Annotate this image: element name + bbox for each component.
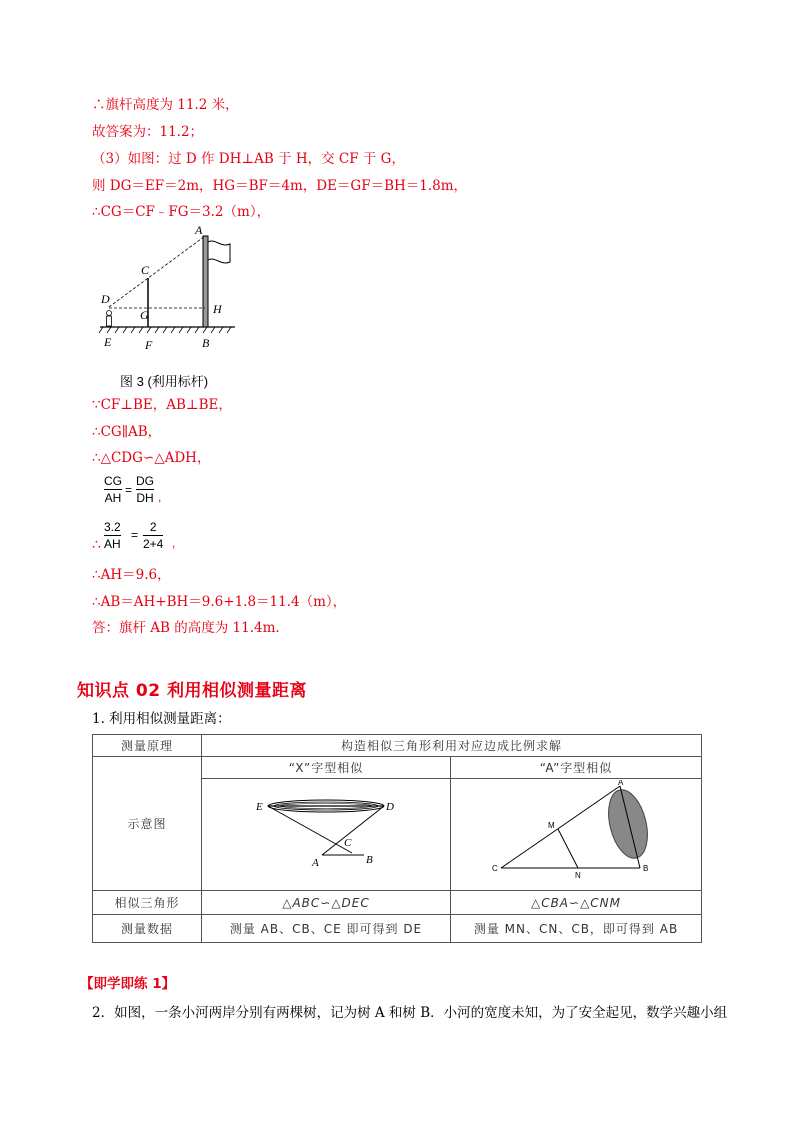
a-label-C: C <box>492 864 499 873</box>
frac2-rhs-num: 2 <box>149 520 157 534</box>
label-D: D <box>101 292 110 306</box>
practice-label: 【即学即练 1】 <box>80 976 176 992</box>
frac1-tail: , <box>158 490 162 504</box>
final-line-2: ∴AB＝AH+BH＝9.6+1.8＝11.4（m）， <box>92 594 347 610</box>
final-line-1: ∴AH＝9.6， <box>92 567 171 583</box>
label-F: F <box>145 338 153 352</box>
frac1-rhs-num: DG <box>136 474 154 488</box>
frac2-rhs-den: 2+4 <box>143 537 164 551</box>
solution-line-4: 则 DG＝EF＝2m，HG＝BF＝4m，DE＝GF＝BH＝1.8m， <box>92 178 468 194</box>
cell-x-data: 测量 AB、CB、CE 即可得到 DE <box>202 915 451 943</box>
frac1-lhs-num: CG <box>104 474 122 488</box>
label-A: A <box>195 223 203 237</box>
frac2-lhs-den: AH <box>104 537 121 551</box>
cell-a-title: “A”字型相似 <box>451 757 702 779</box>
label-H: H <box>213 302 222 316</box>
label-B: B <box>202 336 210 350</box>
cell-x-diagram <box>202 779 451 891</box>
a-shape-diagram <box>476 780 676 886</box>
after-line-2: ∴CG∥AB， <box>92 424 162 440</box>
question-2-text: 2．如图，一条小河两岸分别有两棵树，记为树 A 和树 B．小河的宽度未知，为了安全起见，数学兴趣小组 <box>92 1005 728 1021</box>
frac1-rhs-den: DH <box>136 491 154 505</box>
figure-caption: 图 3 (利用标杆) <box>120 374 209 389</box>
after-line-3: ∴△CDG∽△ADH， <box>92 450 211 466</box>
solution-line-3: （3）如图：过 D 作 DH⊥AB 于 H，交 CF 于 G， <box>92 151 405 167</box>
a-label-B: B <box>643 864 650 873</box>
cell-a-diagram <box>451 779 702 891</box>
label-C: C <box>141 263 150 277</box>
person-icon <box>107 311 112 327</box>
a-label-M: M <box>548 821 556 830</box>
section-title: 知识点 02 利用相似测量距离 <box>77 681 307 701</box>
cell-a-similar: △CBA∽△CNM <box>451 891 702 915</box>
x-label-A: A <box>312 857 320 869</box>
after-line-1: ∵CF⊥BE，AB⊥BE， <box>92 397 232 413</box>
cell-data-label: 测量数据 <box>93 915 202 943</box>
frac2-tail: , <box>172 536 176 550</box>
cell-diagram-label: 示意图 <box>93 757 202 891</box>
frac2-prefix: ∴ <box>92 536 101 552</box>
x-label-D: D <box>386 801 395 813</box>
label-E: E <box>104 335 112 349</box>
solution-line-2: 故答案为：11.2； <box>92 124 204 140</box>
x-label-E: E <box>256 801 264 813</box>
cell-x-similar: △ABC∽△DEC <box>202 891 451 915</box>
final-line-3: 答：旗杆 AB 的高度为 11.4m. <box>92 620 280 636</box>
item-1-text: 1. 利用相似测量距离： <box>92 711 231 727</box>
x-label-B: B <box>366 854 374 866</box>
frac2-equals: = <box>131 528 139 542</box>
fraction-cg-ah <box>104 474 122 505</box>
fraction-dg-dh <box>136 474 154 505</box>
x-label-C: C <box>344 837 353 849</box>
fraction-2-6 <box>143 520 163 551</box>
knowledge-table <box>92 734 702 943</box>
a-label-N: N <box>575 871 582 880</box>
flagpole-figure <box>95 222 245 352</box>
cell-principle-label: 测量原理 <box>93 735 202 757</box>
a-label-A: A <box>618 780 625 787</box>
solution-line-5: ∴CG＝CF﹣FG＝3.2（m）， <box>92 204 271 220</box>
frac1-equals: = <box>125 483 133 497</box>
cell-similar-label: 相似三角形 <box>93 891 202 915</box>
x-shape-diagram <box>256 788 396 878</box>
cell-x-title: “X”字型相似 <box>202 757 451 779</box>
solution-line-1: ∴旗杆高度为 11.2 米， <box>92 97 239 113</box>
frac1-lhs-den: AH <box>104 491 122 505</box>
cell-a-data: 测量 MN、CN、CB，即可得到 AB <box>451 915 702 943</box>
fraction-32-ah <box>104 520 121 551</box>
cell-principle-value: 构造相似三角形利用对应边成比例求解 <box>202 735 702 757</box>
label-G: G <box>140 308 149 322</box>
frac2-lhs-num: 3.2 <box>104 520 121 534</box>
